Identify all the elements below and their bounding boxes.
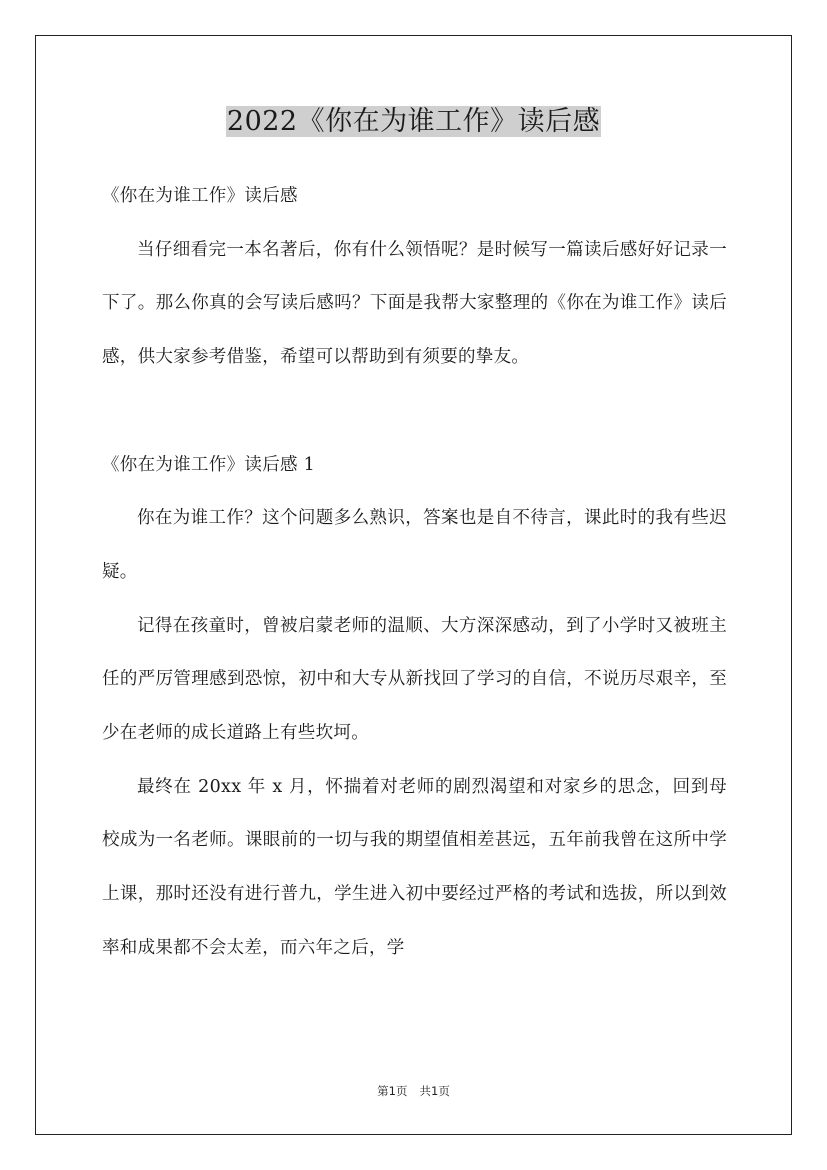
- body-paragraph: 你在为谁工作？这个问题多么熟识，答案也是自不待言，课此时的我有些迟疑。: [102, 508, 727, 582]
- page-footer: [0, 1083, 827, 1099]
- subtitle-paragraph: 《你在为谁工作》读后感: [102, 186, 298, 206]
- document-title: [0, 102, 827, 142]
- document-title-text: 2022《你在为谁工作》读后感: [226, 106, 601, 137]
- body-paragraph: 最终在 20xx 年 x 月，怀揣着对老师的剧烈渴望和对家乡的思念，回到母校成为一名老师。课眼前的一切与我的期望值相差甚远，五年前我曾在这所中学上课，那时还没有进行普九，学生进入初中要经过严格的考试和选拔，所以到效率和成果都不会太差，而六年之后，学: [102, 776, 727, 958]
- page-total: 共1页: [419, 1084, 450, 1098]
- body-paragraph: 当仔细看完一本名著后，你有什么领悟呢？是时候写一篇读后感好好记录一下了。那么你真的会写读后感吗？下面是我帮大家整理的《你在为谁工作》读后感，供大家参考借鉴，希望可以帮助到有须要的挚友。: [102, 239, 727, 368]
- body-paragraph: 记得在孩童时，曾被启蒙老师的温顺、大方深深感动，到了小学时又被班主任的严厉管理感到恐惊，初中和大专从新找回了学习的自信，不说历尽艰辛，至少在老师的成长道路上有些坎坷。: [102, 615, 727, 744]
- document-body: [102, 170, 727, 976]
- page-number: 第1页: [377, 1084, 408, 1098]
- section-heading: 《你在为谁工作》读后感 1: [102, 454, 316, 475]
